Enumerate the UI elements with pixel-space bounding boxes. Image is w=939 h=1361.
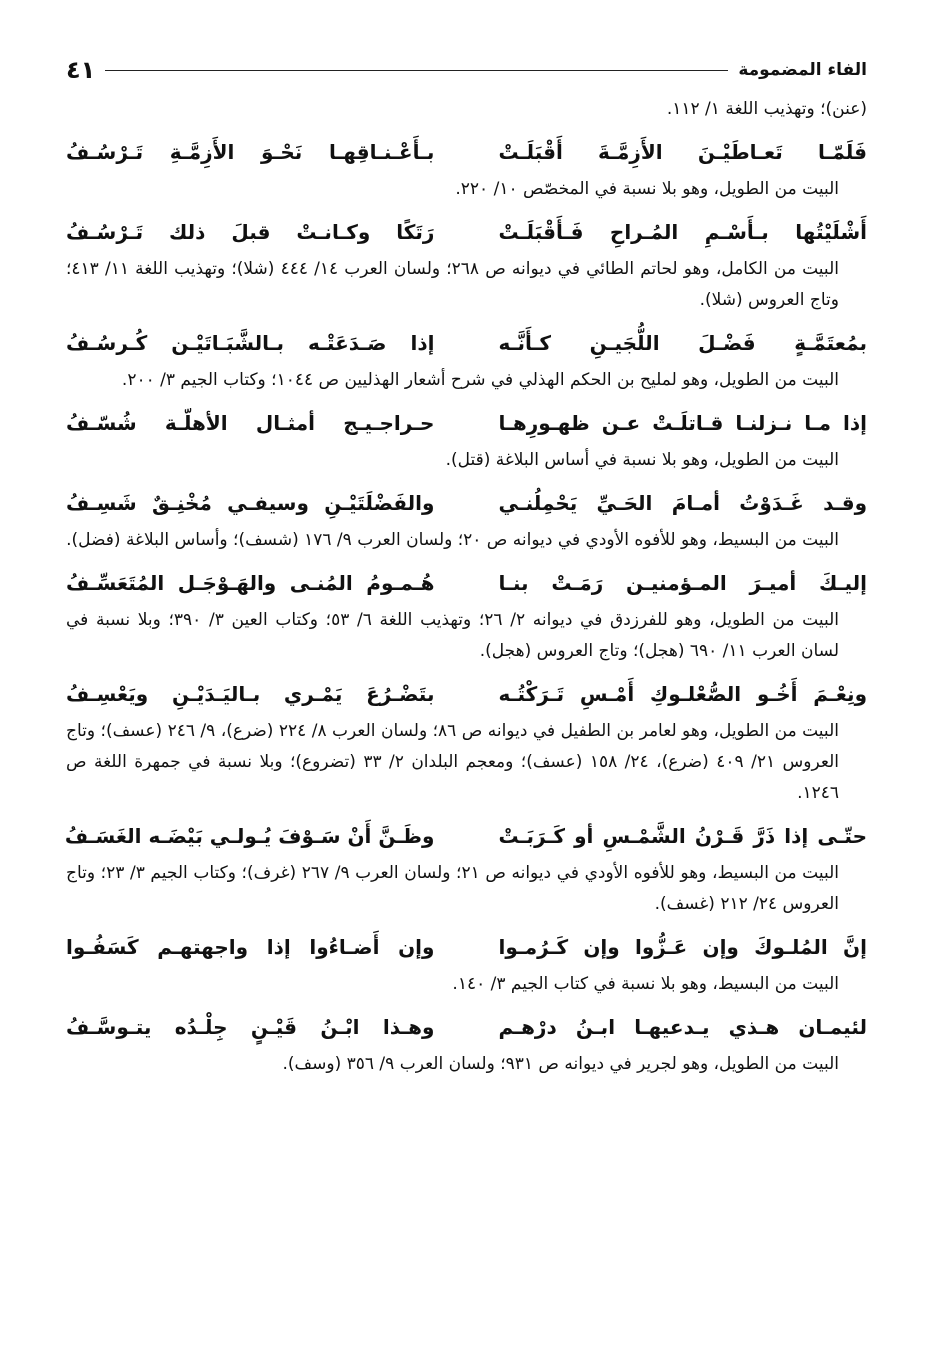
- verse-first-hemistich: إليـكَ أميـرَ المـؤمنيـن رَمَـتْ بنـا: [498, 571, 867, 595]
- verse-first-hemistich: فَلَمّـا تَعـاطَيْـنَ الأَزِمَّـةَ أَقْبَلَـتْ: [498, 140, 867, 164]
- verse-second-hemistich: وهـذا ابْـنُ قَيْـنٍ جِلْـدُه يتـوسَّـفُ: [66, 1015, 435, 1039]
- verse: [66, 933, 867, 961]
- verse-second-hemistich: حـراجـيـج أمثـال الأهلّـة شُسّـفُ: [66, 411, 435, 435]
- verse: [66, 569, 867, 597]
- verse-second-hemistich: هُـمـومُ المُنـى والهَـوْجَـل المُتَعَسِّـفُ: [66, 571, 435, 595]
- verse-second-hemistich: بتَضْـرُعَ يَمْـري بـاليَـدَيْـنِ ويَعْسِـفُ: [66, 682, 435, 706]
- verse-source-note: البيت من الطويل، وهو بلا نسبة في أساس البلاغة (قتل).: [445, 450, 839, 470]
- verse-source-note: البيت من الطويل، وهو لعامر بن الطفيل في ديوانه ص ٨٦؛ ولسان العرب ٨/ ٢٢٤ (ضرع)، ٩/ ٢٤٦ (عسف)؛ وتاج العروس ٢١/ ٤٠٩ (ضرع)، ٢٤/ ١٥٨ (عسف)؛ ومعجم البلدان ٢/ ٣٣ (تضروع)؛ وبلا نسبة في جمهرة اللغة ص ١٢٤٦.: [66, 721, 839, 803]
- footnote-continuation: (عنن)؛ وتهذيب اللغة ١/ ١١٢.: [666, 99, 867, 119]
- verse: [66, 329, 867, 357]
- content: [66, 94, 867, 1080]
- verse-source-note: البيت من الكامل، وهو لحاتم الطائي في ديوانه ص ٢٦٨؛ ولسان العرب ١٤/ ٤٤٤ (شلا)؛ وتهذيب اللغة ١١/ ٤١٣؛ وتاج العروس (شلا).: [66, 259, 839, 310]
- page-number: ٤١: [66, 56, 96, 84]
- verse-first-hemistich: حتّـى إذا ذَرَّ قَـرْنُ الشَّمْـسِ أو كَـرَبَـتْ: [498, 824, 867, 848]
- verse: [66, 218, 867, 246]
- verse-source-note: البيت من الطويل، وهو لمليح بن الحكم الهذلي في شرح أشعار الهذليين ص ١٠٤٤؛ وكتاب الجيم ٣/ ٢٠٠.: [121, 370, 839, 390]
- verse-first-hemistich: وقـد غَـدَوْتُ أمـامَ الحَـيِّ يَحْمِلُنـي: [498, 491, 867, 515]
- verse-second-hemistich: بـأَعْـنـاقِهـا نَحْـوَ الأَزِمَّـةِ تَـرْسُـفُ: [66, 140, 435, 164]
- verse-second-hemistich: والفَضْلَتَيْـنِ وسيفـي مُخْنِـقٌ شَسِـفُ: [66, 491, 435, 515]
- running-header: [66, 50, 867, 90]
- verse-source-note: البيت من الطويل، وهو لجرير في ديوانه ص ٩٣١؛ ولسان العرب ٩/ ٣٥٦ (وسف).: [282, 1054, 839, 1074]
- verse-first-hemistich: إنَّ المُلـوكَ وإن عَـزُّوا وإن كَـرُمـوا: [498, 935, 867, 959]
- verse-second-hemistich: رَتَكًا وكـانـتْ قبلَ ذلك تَـرْسُـفُ: [66, 220, 435, 244]
- verse: [66, 680, 867, 708]
- verse-second-hemistich: وإن أَضـاءُوا إذا واجهتهـم كَسَفُـوا: [66, 935, 435, 959]
- header-rule: [105, 70, 728, 71]
- verse: [66, 409, 867, 437]
- verse-second-hemistich: إذا صَـدَعَتْـه بـالشَّبَـاتَيْـن كُـرسُـفُ: [66, 331, 435, 355]
- verse-source-note: البيت من الطويل، وهو للفرزدق في ديوانه ٢/ ٢٦؛ وتهذيب اللغة ٦/ ٥٣؛ وكتاب العين ٣/ ٣٩٠؛ وبلا نسبة في لسان العرب ١١/ ٦٩٠ (هجل)؛ وتاج العروس (هجل).: [66, 610, 840, 661]
- verse: [66, 489, 867, 517]
- verse-source-note: البيت من الطويل، وهو بلا نسبة في المخصّص ١٠/ ٢٢٠.: [455, 179, 839, 199]
- verse-first-hemistich: بمُعتَمَّـةٍ فَضْـلَ اللُّجَيـنِ كـأَنَّـه: [498, 331, 867, 355]
- verse-first-hemistich: ونِعْـمَ أَخُـو الصُّعْلـوكِ أَمْـسِ تَـرَكْتُـه: [498, 682, 867, 706]
- verse-first-hemistich: لئيمـان هـذي يـدعيهـا ابـنُ درْهـم: [498, 1015, 867, 1039]
- verse-second-hemistich: وظَـنَّ أَنْ سَـوْفَ يُـولـي بَيْضَـه الغَسَـفُ: [64, 824, 435, 848]
- header-title: الفاء المضمومة: [738, 60, 867, 80]
- verse: [66, 1013, 867, 1041]
- verse-source-note: البيت من البسيط، وهو بلا نسبة في كتاب الجيم ٣/ ١٤٠.: [452, 974, 839, 994]
- verse-first-hemistich: أَشْلَيْتُها بـأَسْـمِ المُـراحِ فَـأَقْبَلَـتْ: [498, 220, 867, 244]
- verse-first-hemistich: إذا مـا نـزلنـا قـاتلَـتْ عـن ظهـورِهـا: [498, 411, 867, 435]
- verse-source-note: البيت من البسيط، وهو للأفوه الأودي في ديوانه ص ٢٠؛ ولسان العرب ٩/ ١٧٦ (شسف)؛ وأساس البلاغة (فضل).: [66, 530, 839, 550]
- verse-source-note: البيت من البسيط، وهو للأفوه الأودي في ديوانه ص ٢١؛ ولسان العرب ٩/ ٢٦٧ (غرف)؛ وكتاب الجيم ٣/ ٢٣؛ وتاج العروس ٢٤/ ٢١٢ (غسف).: [66, 863, 840, 914]
- verse: [66, 822, 867, 850]
- verse: [66, 138, 867, 166]
